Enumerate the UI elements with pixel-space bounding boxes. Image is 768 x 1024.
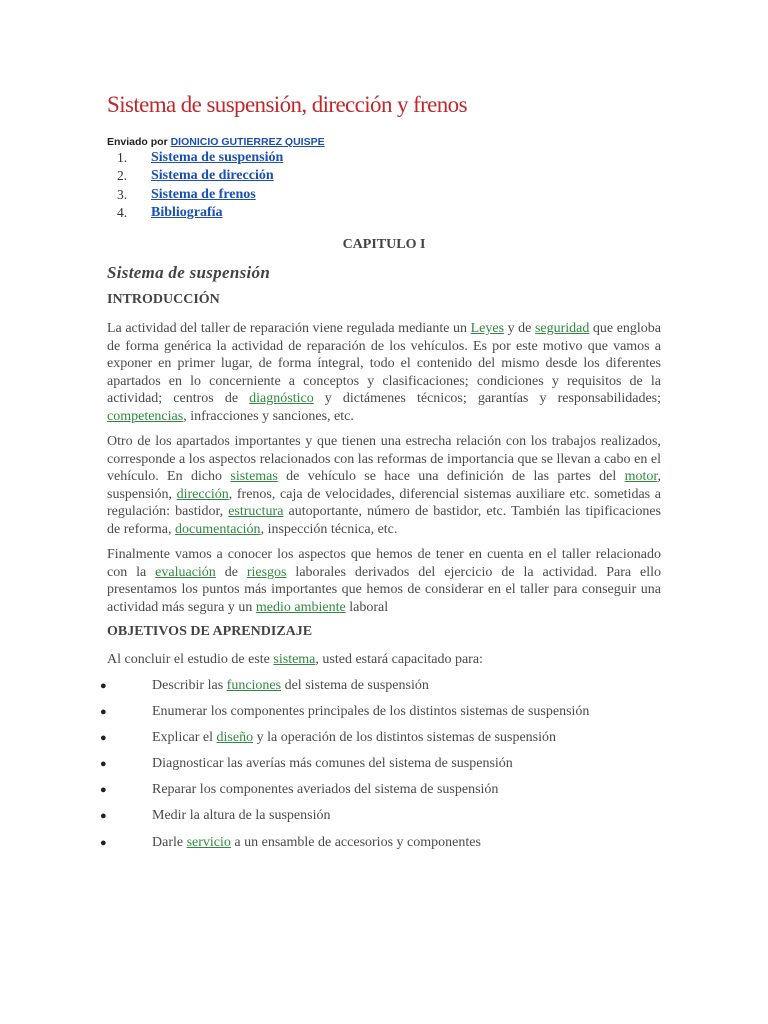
objectives-list xyxy=(100,677,589,860)
link-estructura[interactable]: estructura xyxy=(228,504,284,519)
text-run: Medir la altura de la suspensión xyxy=(152,808,331,824)
text-run: de vehículo se hace una definición de las partes del xyxy=(277,469,625,484)
link-diagnostico[interactable]: diagnóstico xyxy=(249,391,314,406)
toc-number: 2. xyxy=(117,168,128,184)
text-run: del sistema de suspensión xyxy=(281,678,429,693)
link-seguridad[interactable]: seguridad xyxy=(534,321,590,336)
text-run: La actividad del taller de reparación viene regulada mediante un xyxy=(107,321,471,336)
text-run: , usted estará capacitado para: xyxy=(315,652,483,667)
bullet-icon: ● xyxy=(100,810,107,823)
toc-item xyxy=(107,204,283,222)
link-medio-ambiente[interactable]: medio ambiente xyxy=(255,599,346,615)
link-documentacion[interactable]: documentación xyxy=(175,521,261,537)
text-run: , suspensión, xyxy=(107,469,661,502)
bullet-icon: ● xyxy=(100,758,107,771)
intro-paragraph-2 xyxy=(107,433,661,538)
link-sistemas[interactable]: sistemas xyxy=(230,469,278,484)
text-run: Explicar el xyxy=(152,730,217,746)
text-run: laboral xyxy=(345,599,389,615)
text-run: Enumerar los componentes principales de los distintos sistemas de suspensión xyxy=(152,704,590,720)
link-funciones[interactable]: funciones xyxy=(226,678,282,693)
toc-item xyxy=(107,149,283,167)
text-run: Al concluir el estudio de este xyxy=(107,652,274,667)
intro-paragraph-1 xyxy=(107,320,661,425)
text-run: , frenos, caja de velocidades, diferencial sistemas auxiliare etc. sometidas a regulación: bastidor, xyxy=(107,486,661,519)
toc-link-direccion[interactable]: Sistema de dirección xyxy=(151,168,274,184)
list-item xyxy=(100,755,589,781)
objectives-intro xyxy=(107,651,661,669)
text-run: a un ensamble de accesorios y componentes xyxy=(230,834,481,850)
list-item xyxy=(100,703,589,729)
link-sistema[interactable]: sistema xyxy=(273,652,316,667)
bullet-icon: ● xyxy=(100,836,107,849)
link-servicio[interactable]: servicio xyxy=(186,834,231,850)
link-direccion[interactable]: dirección xyxy=(176,486,229,502)
bullet-icon: ● xyxy=(100,784,107,797)
link-competencias[interactable]: competencias xyxy=(107,408,184,424)
toc-item xyxy=(107,186,283,204)
bullet-icon: ● xyxy=(100,680,107,692)
text-run: Reparar los componentes averiados del sistema de suspensión xyxy=(152,782,499,798)
link-riesgos[interactable]: riesgos xyxy=(246,564,287,580)
toc-number: 3. xyxy=(117,186,128,202)
toc-number: 1. xyxy=(117,150,128,165)
link-leyes[interactable]: Leyes xyxy=(470,321,505,336)
link-diseno[interactable]: diseño xyxy=(216,730,254,746)
document-title: Sistema de suspensión, dirección y frenos xyxy=(107,92,467,117)
text-run: y dictámenes técnicos; garantías y responsabilidades; xyxy=(313,391,662,406)
table-of-contents xyxy=(107,149,283,222)
bullet-icon: ● xyxy=(100,706,107,719)
author-link[interactable]: DIONICIO GUTIERREZ QUISPE xyxy=(170,136,325,148)
link-motor[interactable]: motor xyxy=(624,469,658,484)
text-run: , infracciones y sanciones, etc. xyxy=(183,408,354,424)
text-run: y la operación de los distintos sistemas de suspensión xyxy=(253,730,557,746)
text-run: Diagnosticar las averías más comunes del sistema de suspensión xyxy=(152,756,513,772)
byline xyxy=(107,136,325,148)
text-run: Darle xyxy=(152,834,187,850)
intro-paragraph-3 xyxy=(107,546,661,616)
list-item xyxy=(100,677,589,703)
list-item xyxy=(100,807,589,833)
toc-link-frenos[interactable]: Sistema de frenos xyxy=(151,186,256,202)
list-item xyxy=(100,729,589,755)
link-evaluacion[interactable]: evaluación xyxy=(155,564,216,580)
text-run: que engloba de forma genérica la actividad de reparación de los vehículos. Es por este motivo que vamos a exponer en primer lugar, de forma íntegral, todo el contenido del mismo desde los diferentes apartados en lo concerniente a conceptos y clasificaciones; condiciones y requisitos de la actividad; centros de xyxy=(107,321,662,406)
toc-link-bibliografia[interactable]: Bibliografía xyxy=(151,204,223,220)
text-run: , inspección técnica, etc. xyxy=(260,521,398,537)
text-run: autoportante, número de bastidor, etc. También las tipificaciones de reforma, xyxy=(107,504,662,537)
bullet-icon: ● xyxy=(100,732,107,745)
text-run: Describir las xyxy=(152,678,227,693)
text-run: laborales derivados del ejercicio de la actividad. Para ello presentamos los puntos más importantes que hemos de considerar en el taller para conseguir una actividad más segura y un xyxy=(107,564,661,615)
toc-number: 4. xyxy=(117,204,128,220)
text-run: de xyxy=(215,564,247,580)
list-item xyxy=(100,781,589,807)
introduction-heading: INTRODUCCIÓN xyxy=(107,292,220,307)
objectives-heading: OBJETIVOS DE APRENDIZAJE xyxy=(107,624,313,639)
toc-link-suspension[interactable]: Sistema de suspensión xyxy=(151,150,284,165)
chapter-heading: CAPITULO I xyxy=(342,237,426,252)
list-item xyxy=(100,834,589,860)
text-run: Otro de los apartados importantes y que tienen una estrecha relación con los trabajos realizados, corresponde a los aspectos relacionados con las reformas de importancia que se llevan a cabo en el vehículo. En dicho xyxy=(107,434,661,484)
toc-item xyxy=(107,167,283,185)
section-title: Sistema de suspensión xyxy=(107,263,271,282)
byline-prefix: Enviado por xyxy=(107,136,171,148)
text-run: Finalmente vamos a conocer los aspectos que hemos de tener en cuenta en el taller relacionado con la xyxy=(107,547,661,580)
text-run: y de xyxy=(504,321,535,336)
